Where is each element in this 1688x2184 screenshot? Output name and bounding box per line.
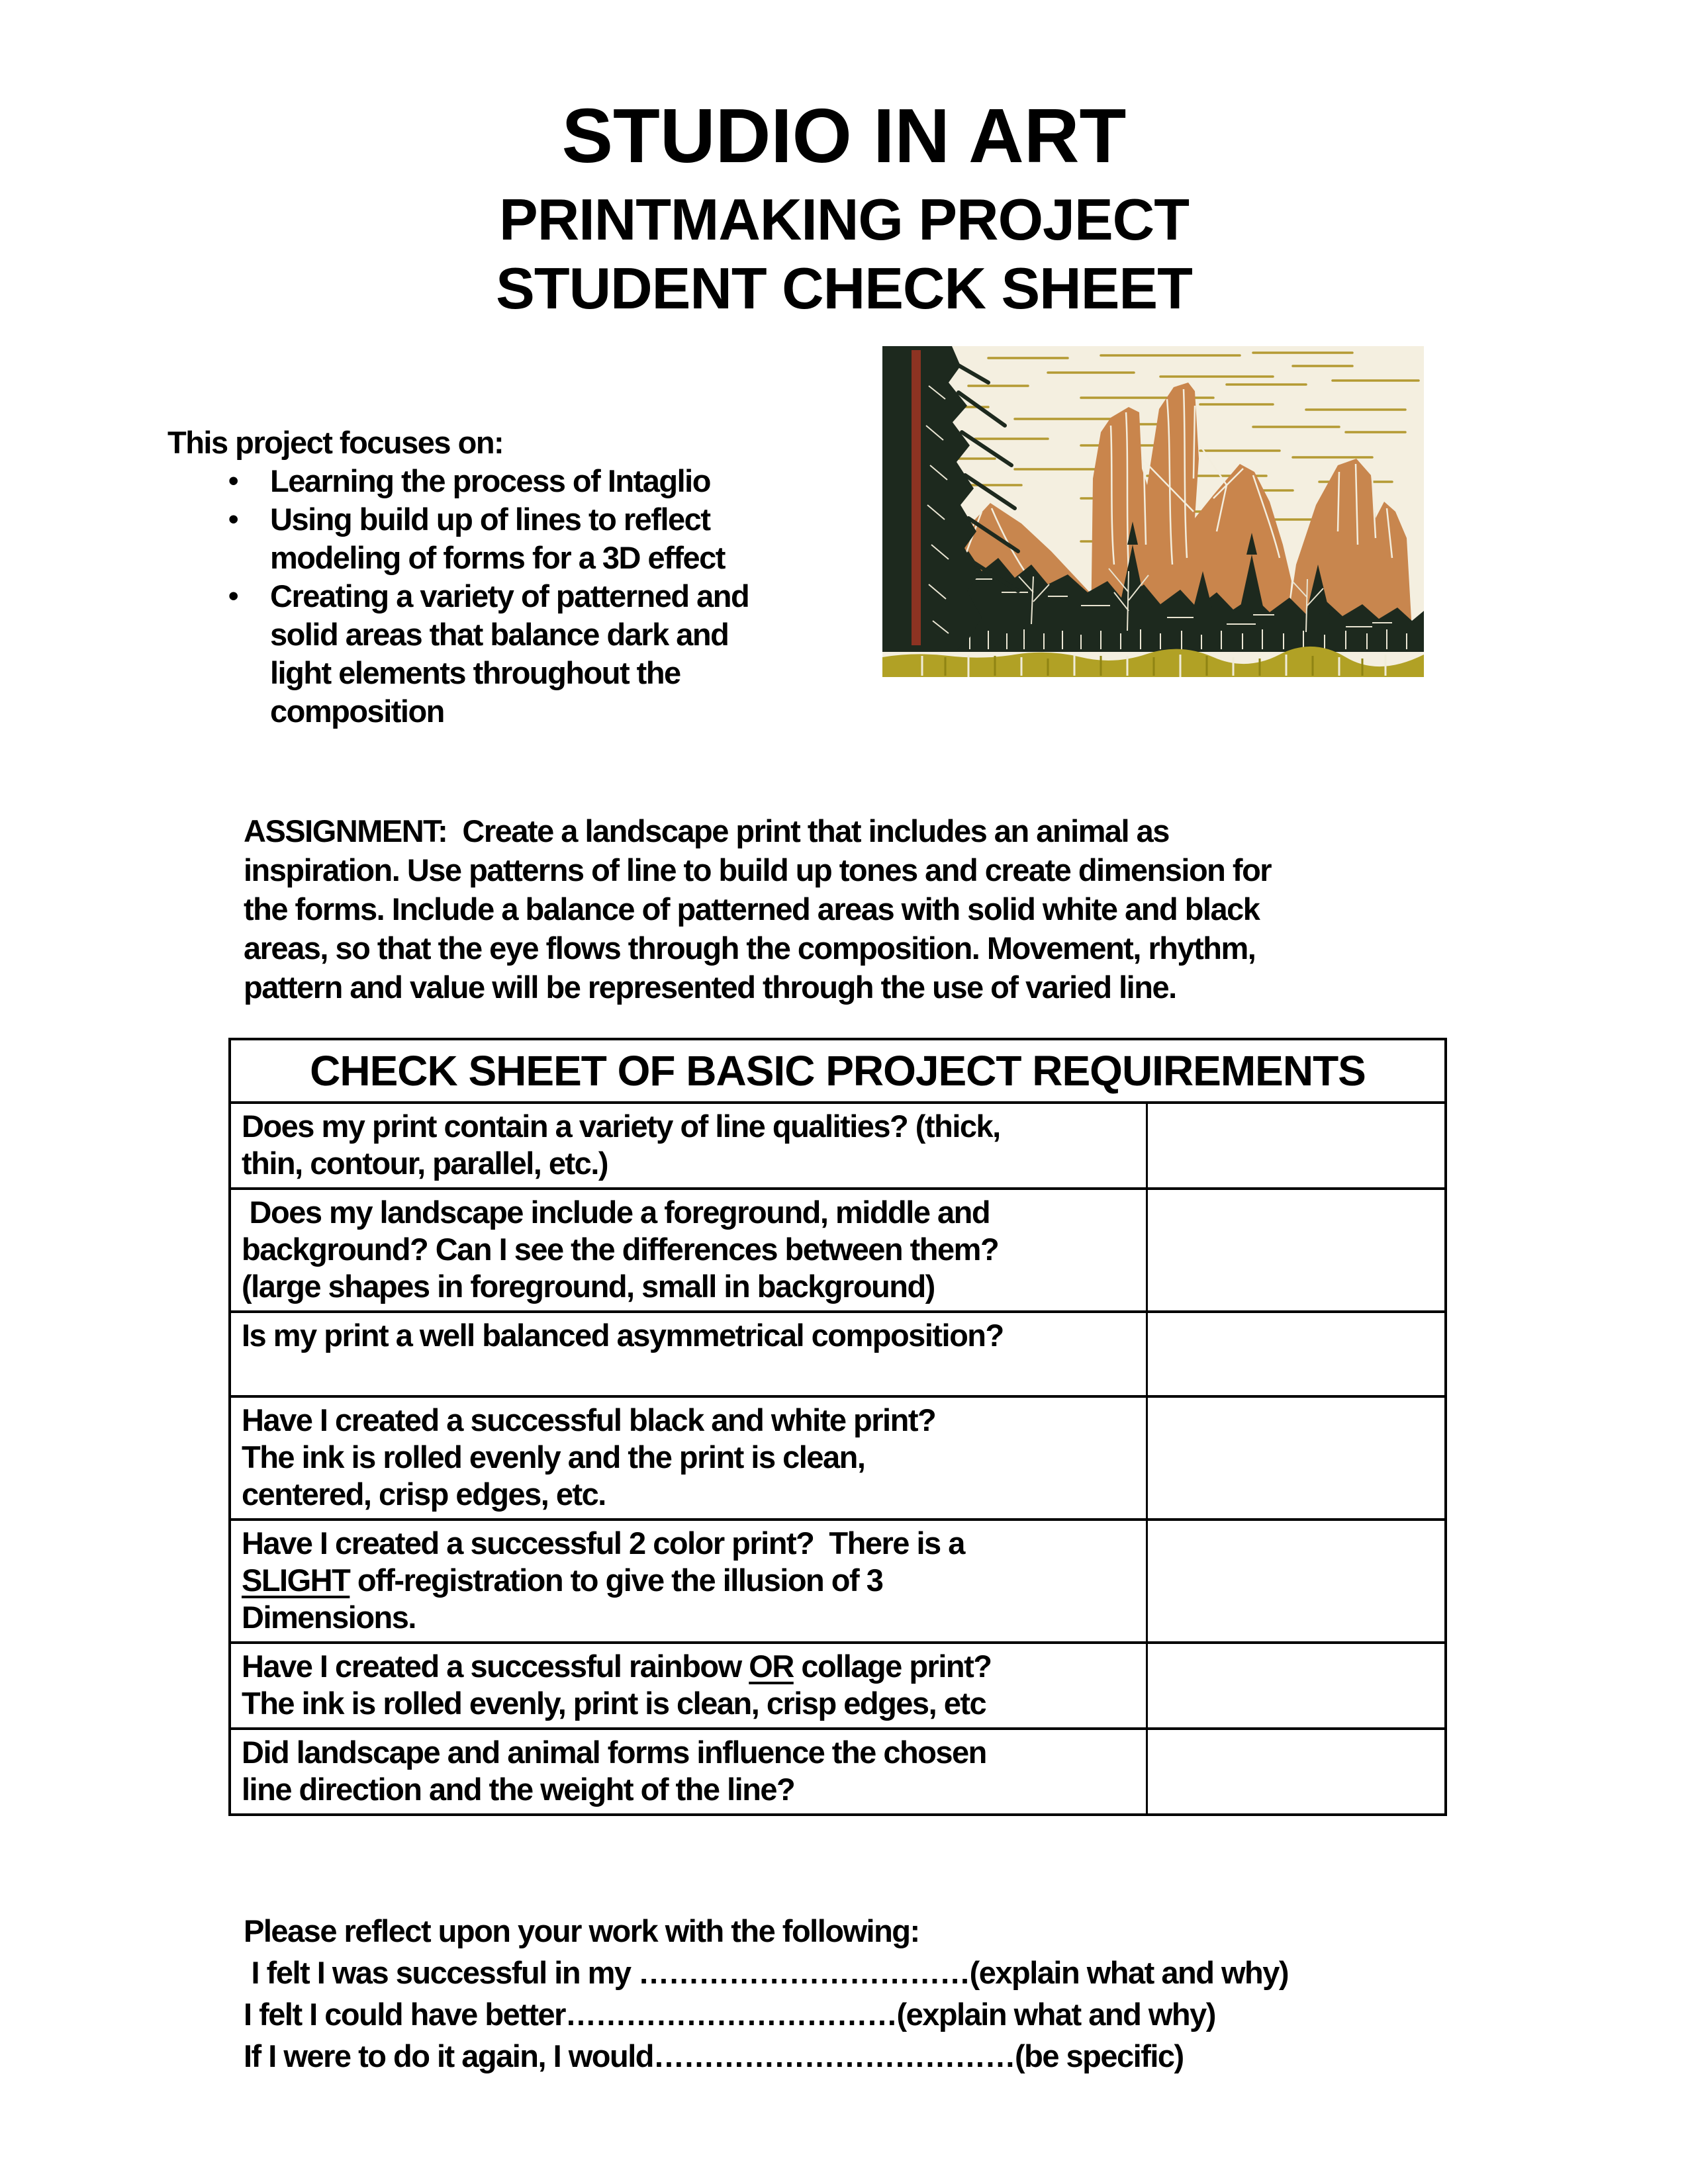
assignment-line: inspiration. Use patterns of line to build up tones and create dimension for xyxy=(244,852,1272,887)
assignment-line: areas, so that the eye flows through the composition. Movement, rhythm, xyxy=(244,931,1256,966)
bullet-icon: • xyxy=(228,580,238,612)
requirement-text: Is my print a well balanced asymmetrical composition? xyxy=(231,1313,1148,1395)
table-row xyxy=(231,1190,1444,1313)
bullet-text: composition xyxy=(270,694,444,729)
check-cell xyxy=(1148,1644,1444,1727)
focus-section xyxy=(167,424,869,731)
requirement-text: Did landscape and animal forms influence the chosen line direction and the weight of the line? xyxy=(231,1730,1148,1813)
table-row xyxy=(231,1730,1444,1813)
table-row xyxy=(231,1104,1444,1190)
reflection-line: I felt I was successful in my ……………………………(explain what and why) xyxy=(244,1955,1289,1990)
table-row xyxy=(231,1644,1444,1730)
assignment-line: the forms. Include a balance of patterned areas with solid white and black xyxy=(244,891,1260,927)
check-cell xyxy=(1148,1104,1444,1187)
bullet-text: Using build up of lines to reflect xyxy=(270,502,710,537)
check-cell xyxy=(1148,1521,1444,1641)
bullet-icon: • xyxy=(228,465,238,497)
bullet-text: Creating a variety of patterned and xyxy=(270,578,749,614)
reflection-line: If I were to do it again, I would………………………………(be specific) xyxy=(244,2038,1184,2073)
assignment-line: pattern and value will be represented through the use of varied line. xyxy=(244,970,1176,1005)
reflection-heading: Please reflect upon your work with the following: xyxy=(244,1913,919,1948)
tree-trunk xyxy=(912,350,921,645)
check-cell xyxy=(1148,1313,1444,1395)
page-subtitle-1: PRINTMAKING PROJECT xyxy=(499,187,1189,252)
table-row xyxy=(231,1398,1444,1521)
check-cell xyxy=(1148,1398,1444,1518)
underlined-word: SLIGHT xyxy=(242,1563,350,1598)
assignment-line: ASSIGNMENT: Create a landscape print that includes an animal as xyxy=(244,813,1169,848)
focus-heading: This project focuses on: xyxy=(167,425,504,460)
title-block xyxy=(0,86,1688,323)
check-cell xyxy=(1148,1730,1444,1813)
table-title: CHECK SHEET OF BASIC PROJECT REQUIREMENTS xyxy=(231,1040,1444,1104)
list-item xyxy=(228,500,869,577)
requirement-text: Have I created a successful black and white print? The ink is rolled evenly and the print is clean, centered, crisp edges, etc. xyxy=(231,1398,1148,1518)
requirement-text: Does my landscape include a foreground, middle and background? Can I see the differences between them? (large shapes in foreground, small in background) xyxy=(231,1190,1148,1310)
reflection-line: I felt I could have better……………………………(explain what and why) xyxy=(244,1997,1215,2032)
print-artwork-image xyxy=(882,346,1424,677)
requirement-text: Does my print contain a variety of line qualities? (thick, thin, contour, parallel, etc.) xyxy=(231,1104,1148,1187)
table-row xyxy=(231,1313,1444,1398)
assignment-paragraph xyxy=(244,811,1468,1007)
bullet-text: Learning the process of Intaglio xyxy=(270,463,710,498)
bullet-text: modeling of forms for a 3D effect xyxy=(270,540,725,575)
list-item xyxy=(228,577,869,731)
table-row xyxy=(231,1521,1444,1644)
check-sheet-table xyxy=(228,1038,1447,1816)
requirement-text: Have I created a successful rainbow OR collage print? The ink is rolled evenly, print is clean, crisp edges, etc xyxy=(231,1644,1148,1727)
reflection-section xyxy=(244,1910,1501,2077)
page-subtitle-2: STUDENT CHECK SHEET xyxy=(496,255,1192,321)
underlined-word: OR xyxy=(749,1649,794,1684)
list-item xyxy=(228,462,869,500)
bullet-text: solid areas that balance dark and xyxy=(270,617,729,652)
check-cell xyxy=(1148,1190,1444,1310)
requirement-text: Have I created a successful 2 color print? There is a SLIGHT off-registration to give the illusion of 3 Dimensions. xyxy=(231,1521,1148,1641)
page-title: STUDIO IN ART xyxy=(561,93,1127,179)
bullet-icon: • xyxy=(228,503,238,535)
bullet-text: light elements throughout the xyxy=(270,655,680,690)
